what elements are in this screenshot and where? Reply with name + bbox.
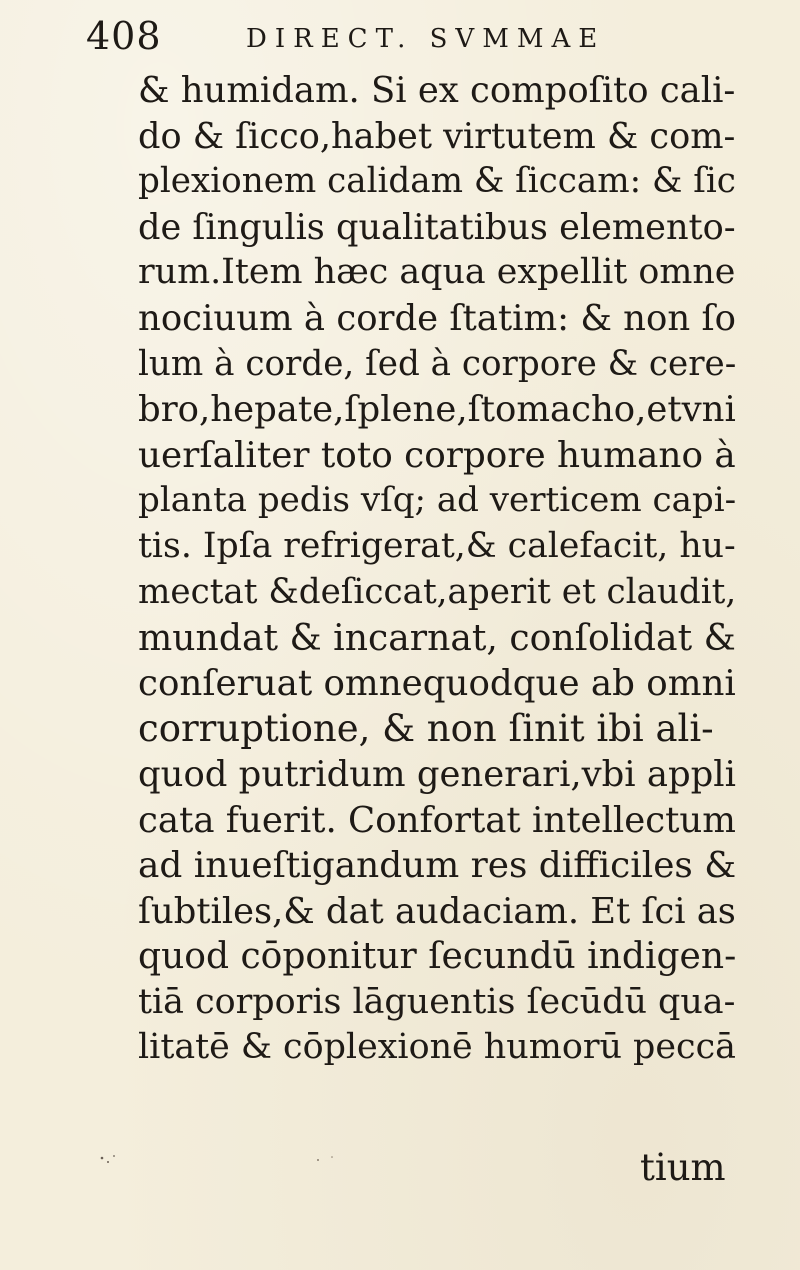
text-line: planta pedis vſq; ad verticem capi- bbox=[138, 480, 737, 521]
text-line: do & ſicco,habet virtutem & com- bbox=[138, 115, 736, 157]
text-line: nociuum à corde ſtatim: & non ſo bbox=[138, 297, 736, 339]
text-line: ſubtiles,& dat audaciam. Et ſci as bbox=[138, 890, 736, 932]
text-line: conſeruat omnequodque ab omni bbox=[138, 662, 736, 704]
text-line: lum à corde, ſed à corpore & cere- bbox=[138, 343, 737, 384]
text-line: cata fuerit. Confortat intellectum bbox=[138, 799, 736, 841]
paper-specks bbox=[96, 1148, 396, 1178]
text-line: bro,hepate,ſplene,ſtomacho,etvni bbox=[138, 389, 736, 431]
text-line: de ſingulis qualitatibus elemento- bbox=[138, 206, 736, 248]
text-line: & humidam. Si ex compoſito cali- bbox=[138, 70, 736, 111]
page-header bbox=[86, 12, 726, 64]
text-line: tis. Ipſa refrigerat,& calefacit, hu- bbox=[138, 525, 736, 566]
text-line: litatē & cōplexionē humorū peccā bbox=[138, 1027, 736, 1068]
body-text bbox=[138, 68, 738, 1071]
text-line: rum.Item hæc aqua expellit omne bbox=[138, 252, 736, 293]
text-line: plexionem calidam & ſiccam: & ſic bbox=[138, 161, 736, 202]
text-line: quod cōponitur ſecundū indigen- bbox=[138, 936, 737, 978]
text-line: mundat & incarnat, conſolidat & bbox=[138, 616, 736, 660]
running-head: DIRECT. SVMMAE bbox=[246, 24, 606, 54]
text-line: tiā corporis lāguentis ſecūdū qua- bbox=[138, 981, 736, 1022]
text-line: quod putridum generari,vbi appli bbox=[138, 753, 736, 795]
page-number: 408 bbox=[86, 14, 162, 58]
text-line: corruptione, & non ſinit ibi ali- bbox=[138, 707, 714, 751]
text-line: uerſaliter toto corpore humano à bbox=[138, 434, 736, 476]
text-line: mectat &deſiccat,aperit et claudit, bbox=[138, 571, 737, 612]
text-line: ad inueſtigandum res difficiles & bbox=[138, 845, 737, 887]
catchword: tium bbox=[640, 1146, 726, 1189]
